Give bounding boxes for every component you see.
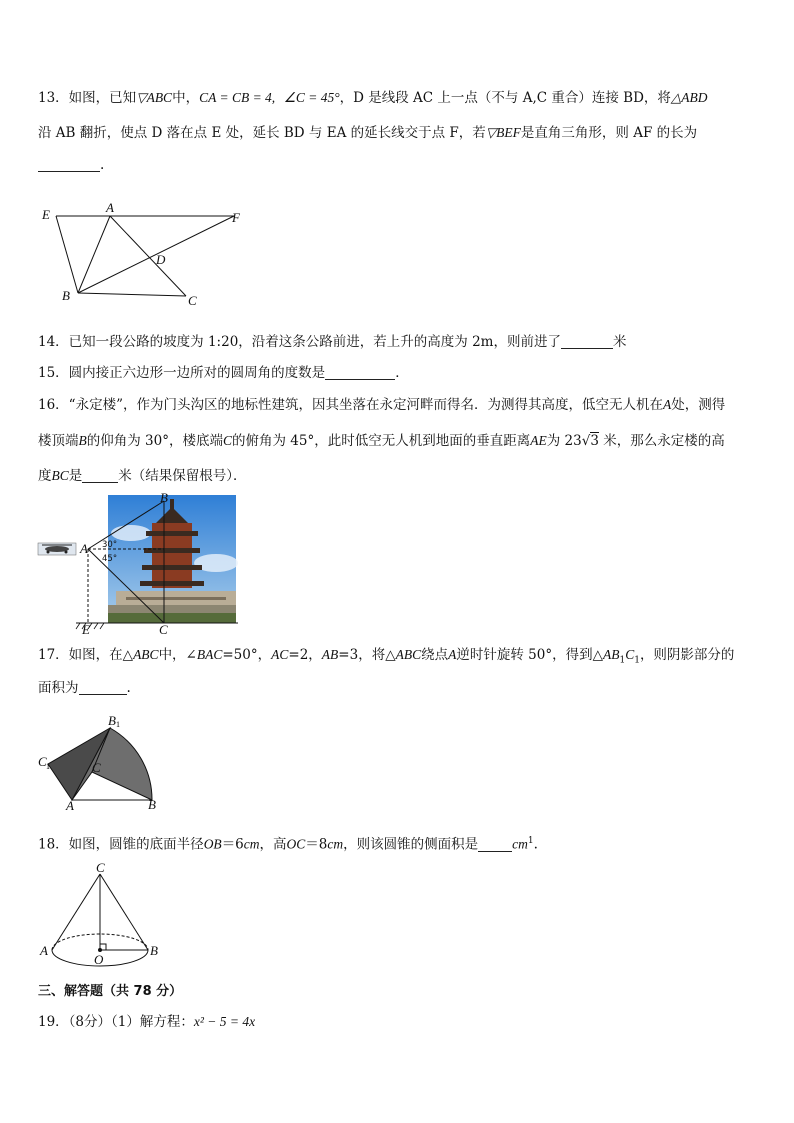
label-A: A — [80, 541, 88, 556]
q17-line1: 17．如图，在△ABC中，∠BAC=50°，AC=2，AB=3，将△ABC绕点A逆时针旋转 50°，得到$\triangle AB_1C_1$，则阴影部分的 — [38, 647, 735, 666]
q17-line2: 面积为 . — [38, 680, 131, 696]
answer-blank — [561, 334, 613, 349]
svg-text:1: 1 — [116, 720, 120, 729]
angle-30: 30° — [102, 540, 118, 550]
q18-line1: 18．如图，圆锥的底面半径OB＝6cm，高OC＝8cm，则该圆锥的侧面积是 $cm^1$. — [38, 836, 538, 853]
section-heading: 三、解答题（共 78 分） — [38, 984, 183, 999]
q13-figure — [40, 200, 260, 312]
q19-text: 19．（8分）（1）解方程：x² − 5 = 4x — [38, 1014, 256, 1030]
angle-45: 45° — [102, 554, 118, 564]
sqrt-symbol: √ — [581, 433, 591, 449]
label-F: F — [232, 210, 240, 225]
svg-text:1: 1 — [46, 762, 50, 771]
answer-blank — [325, 365, 395, 380]
q13-line1: 13．如图，已知▽ABC中，CA = CB = 4, ∠C = 45°，D 是线段 AC 上一点（不与 A,C 重合）连接 BD，将△ABD — [38, 90, 708, 106]
q13-line2: 沿 AB 翻折，使点 D 落在点 E 处，延长 BD 与 EA 的延长线交于点 F，若▽BEF是直角三角形，则 AF 的长为 — [38, 125, 698, 141]
label-A: A — [40, 943, 48, 958]
label-A: A — [66, 798, 74, 813]
label-E: E — [82, 622, 90, 637]
label-B: B — [62, 288, 70, 303]
answer-blank — [478, 837, 512, 852]
label-B: B — [148, 797, 156, 812]
q15-text: 15．圆内接正六边形一边所对的圆周角的度数是 ． — [38, 365, 409, 381]
q16-line2: 楼顶端B的仰角为 30°，楼底端C的俯角为 45°，此时低空无人机到地面的垂直距离AE为 23√3 米，那么永定楼的高 — [38, 433, 725, 449]
label-C: C — [159, 622, 168, 637]
label-C1: C — [38, 754, 47, 769]
label-A: A — [106, 200, 114, 215]
label-E: E — [42, 207, 50, 222]
q18-figure — [38, 862, 166, 972]
q14-text: 14．已知一段公路的坡度为 1:20，沿着这条公路前进，若上升的高度为 2m，则前进了 米 — [38, 334, 627, 350]
triangle-symbol: ▽ABC — [136, 90, 173, 105]
label-C: C — [188, 293, 197, 308]
q13-line3: . — [38, 156, 104, 174]
label-O: O — [94, 952, 104, 967]
label-C: C — [96, 860, 105, 875]
answer-blank — [79, 680, 127, 695]
label-D: D — [156, 252, 166, 267]
drone-icon — [38, 543, 76, 555]
q16-figure — [36, 490, 241, 637]
answer-blank — [38, 157, 100, 172]
q17-figure — [36, 712, 166, 812]
label-C: C — [92, 760, 101, 775]
label-B: B — [160, 490, 168, 505]
answer-blank — [82, 468, 118, 483]
label-B1: B — [108, 713, 116, 728]
label-B: B — [150, 943, 158, 958]
q16-line1: 16．“永定楼”，作为门头沟区的地标性建筑，因其坐落在永定河畔而得名．为测得其高度，低空无人机在A处，测得 — [38, 397, 726, 413]
q16-line3: 度BC是 米（结果保留根号）． — [38, 468, 247, 484]
